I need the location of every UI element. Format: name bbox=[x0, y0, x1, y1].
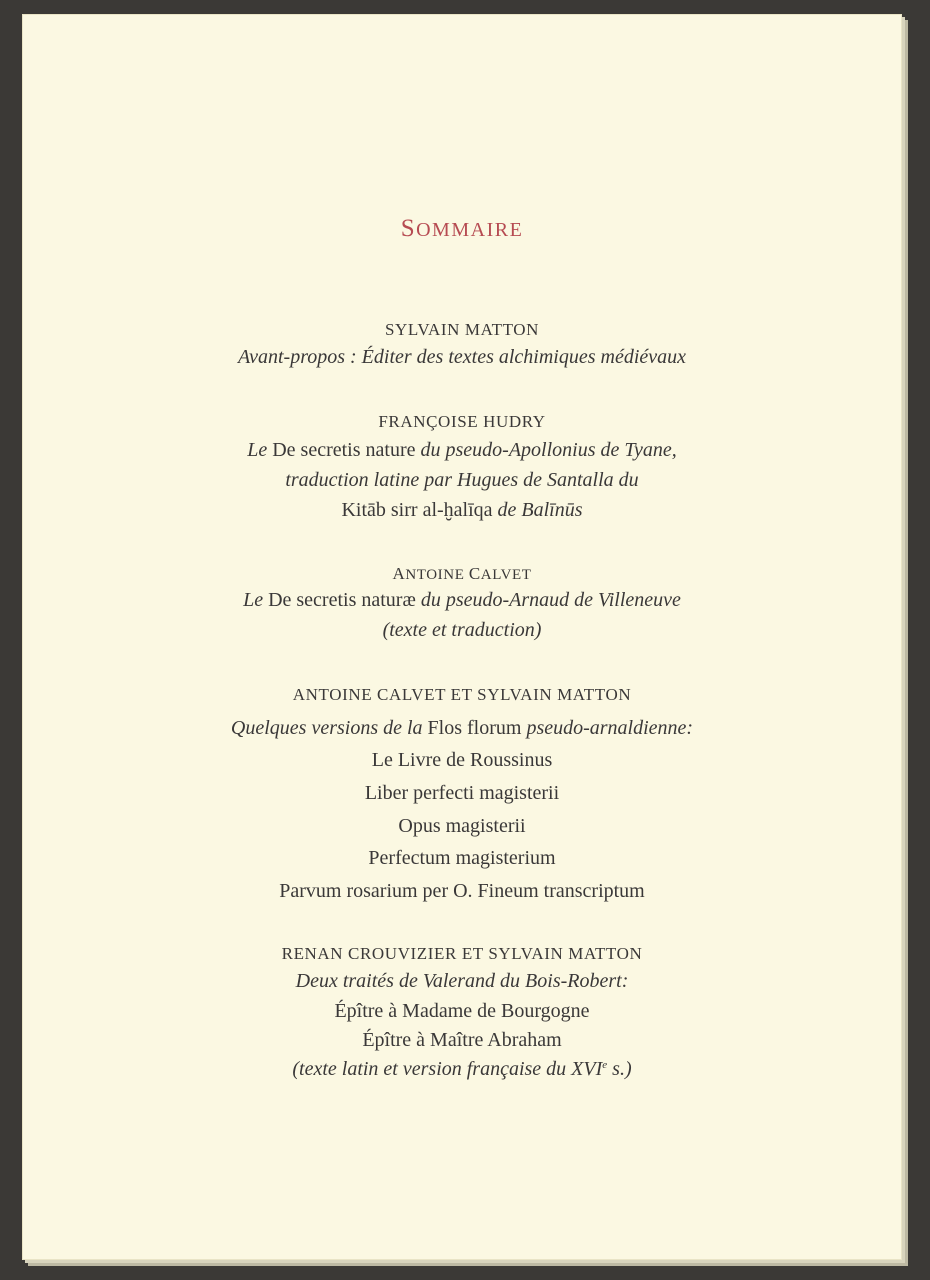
section-entry bbox=[22, 439, 902, 462]
entry-text: De secretis nature bbox=[267, 439, 421, 461]
entry-text: de Balīnūs bbox=[497, 499, 583, 521]
section-entry: Opus magisterii bbox=[398, 815, 526, 837]
section-entry bbox=[22, 1058, 902, 1081]
book-page bbox=[22, 14, 902, 1260]
entry-text: Flos florum bbox=[422, 717, 527, 739]
author-rest: NTOINE bbox=[405, 567, 469, 583]
section-author: RENAN CROUVIZIER ET SYLVAIN MATTON bbox=[281, 944, 643, 963]
section-entry: Épître à Madame de Bourgogne bbox=[334, 1000, 590, 1022]
section-entry: Épître à Maître Abraham bbox=[362, 1029, 562, 1051]
section-entry: Parvum rosarium per O. Fineum transcriptum bbox=[279, 880, 645, 902]
entry-text: Deux traités de Valerand du Bois-Robert: bbox=[295, 970, 629, 992]
entry-text: Le bbox=[247, 439, 268, 461]
entry-text: (texte et traduction) bbox=[382, 619, 542, 641]
page-title bbox=[22, 215, 902, 243]
section-entry: Liber perfecti magisterii bbox=[364, 782, 560, 804]
entry-text: du pseudo-Apollonius de Tyane, bbox=[420, 439, 677, 461]
author-initial: A bbox=[392, 564, 406, 583]
section-author: SYLVAIN MATTON bbox=[384, 320, 540, 339]
entry-text: Le bbox=[243, 589, 264, 611]
section-author bbox=[22, 564, 902, 584]
section-entry bbox=[22, 589, 902, 612]
section-entry bbox=[22, 469, 902, 492]
author-initial: C bbox=[468, 564, 481, 583]
section-entry: Perfectum magisterium bbox=[368, 847, 556, 869]
entry-text: Avant-propos : Éditer des textes alchimiques médiévaux bbox=[237, 346, 687, 368]
section-entry bbox=[22, 619, 902, 642]
entry-text: traduction latine par Hugues de Santalla du bbox=[285, 469, 639, 491]
title-initial: S bbox=[400, 215, 417, 242]
section-entry bbox=[22, 346, 902, 369]
section-author: FRANÇOISE HUDRY bbox=[378, 412, 546, 431]
section-entry: Le Livre de Roussinus bbox=[371, 749, 553, 771]
entry-text: (texte latin et version française du XVI bbox=[292, 1058, 603, 1080]
entry-text: Kitāb sirr al-ḫalīqa bbox=[341, 499, 498, 521]
entry-text: Quelques versions de la bbox=[230, 717, 423, 739]
superscript: e bbox=[602, 1059, 608, 1071]
table-of-contents bbox=[22, 14, 902, 1260]
author-rest: ALVET bbox=[480, 567, 532, 583]
title-rest: OMMAIRE bbox=[416, 219, 524, 241]
section-author: ANTOINE CALVET ET SYLVAIN MATTON bbox=[292, 685, 632, 704]
section-entry bbox=[22, 717, 902, 740]
entry-text: De secretis naturæ bbox=[263, 589, 421, 611]
entry-text: pseudo-arnaldienne: bbox=[526, 717, 694, 739]
entry-text: s.) bbox=[607, 1058, 632, 1080]
section-entry bbox=[22, 970, 902, 993]
section-entry bbox=[22, 499, 902, 522]
entry-text: du pseudo-Arnaud de Villeneuve bbox=[420, 589, 681, 611]
